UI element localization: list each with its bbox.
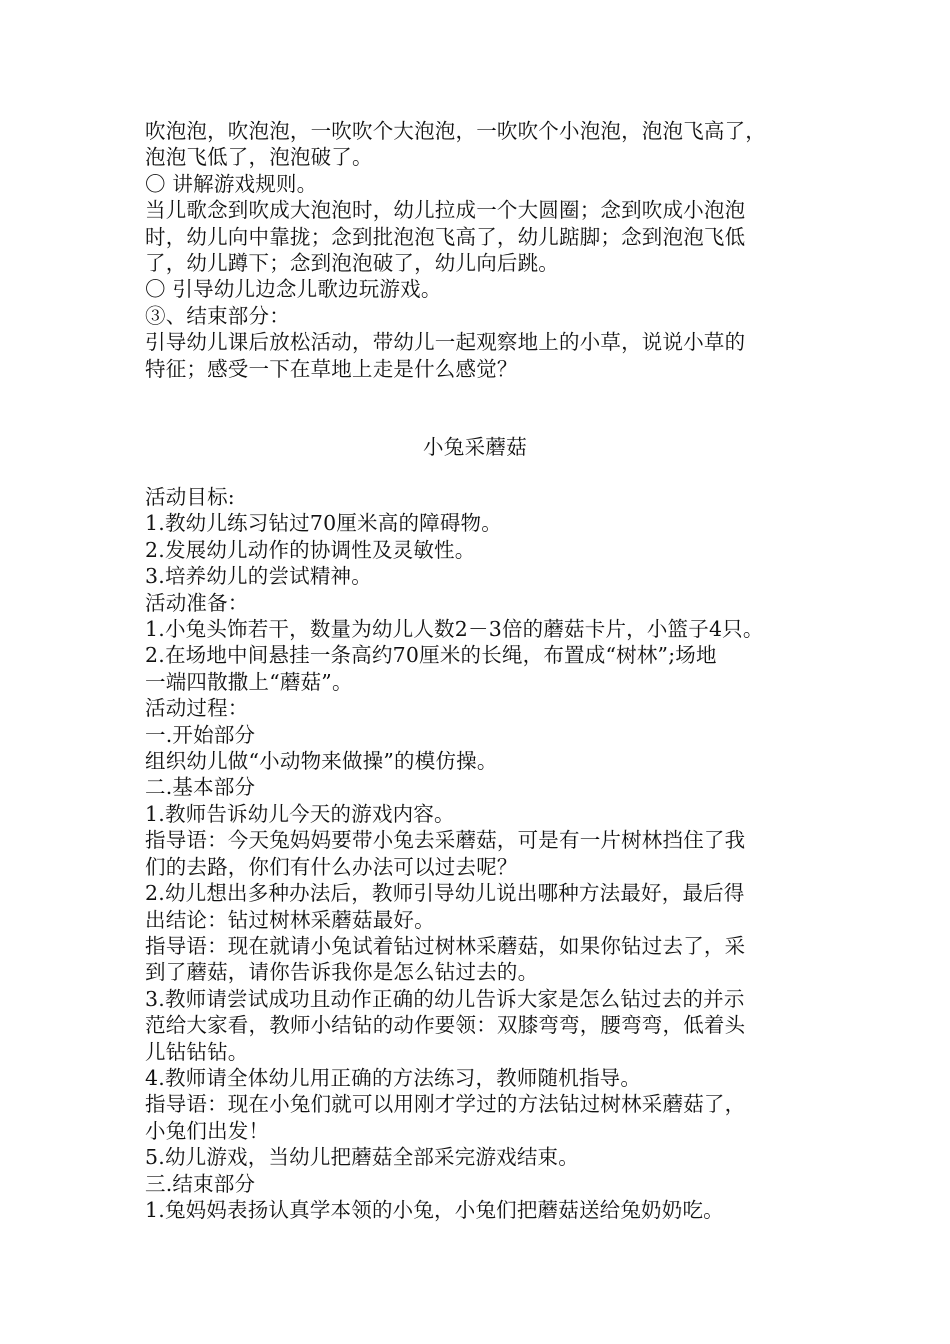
text-line: 吹泡泡，吹泡泡，一吹吹个大泡泡，一吹吹个小泡泡，泡泡飞高了， [145, 119, 766, 143]
text-line: 5.幼儿游戏，当幼儿把蘑菇全部采完游戏结束。 [145, 1145, 579, 1170]
text-line: 〇 讲解游戏规则。 [145, 171, 318, 196]
text-line: 2.发展幼儿动作的协调性及灵敏性。 [145, 537, 476, 562]
text-line: 3.教师请尝试成功且动作正确的幼儿告诉大家是怎么钻过去的并示 [145, 986, 745, 1011]
text-line: 1.兔妈妈表扬认真学本领的小兔，小兔们把蘑菇送给兔奶奶吃。 [145, 1197, 724, 1222]
text-line: 泡泡飞低了，泡泡破了。 [145, 145, 373, 170]
text-line: 指导语：今天兔妈妈要带小兔去采蘑菇，可是有一片树林挡住了我 [145, 828, 746, 853]
text-line: 三.结束部分 [145, 1171, 256, 1196]
text-line: 二.基本部分 [145, 775, 256, 800]
text-line: 2.幼儿想出多种办法后，教师引导幼儿说出哪种方法最好，最后得 [145, 881, 745, 906]
text-line: 活动过程： [145, 696, 249, 721]
text-line: 1.教幼儿练习钻过70厘米高的障碍物。 [145, 511, 502, 536]
text-line: 〇 引导幼儿边念儿歌边玩游戏。 [145, 277, 442, 302]
text-line: 了，幼儿蹲下；念到泡泡破了，幼儿向后跳。 [145, 251, 559, 276]
text-line: 3.培养幼儿的尝试精神。 [145, 564, 372, 589]
text-line: 1.小兔头饰若干，数量为幼儿人数2－3倍的蘑菇卡片，小篮子4只。 [145, 617, 764, 642]
text-line: 一.开始部分 [145, 722, 256, 747]
text-line: 儿钻钻钻。 [145, 1039, 249, 1064]
text-line: 组织幼儿做“小动物来做操”的模仿操。 [145, 749, 498, 774]
document-title: 小兔采蘑菇 [423, 435, 527, 459]
text-line: 指导语：现在小兔们就可以用刚才学过的方法钻过树林采蘑菇了， [145, 1092, 746, 1117]
text-line: 4.教师请全体幼儿用正确的方法练习，教师随机指导。 [145, 1065, 642, 1090]
bubble-game-section [145, 118, 825, 382]
text-line: 出结论：钻过树林采蘑菇最好。 [145, 907, 435, 932]
text-line: 到了蘑菇，请你告诉我你是怎么钻过去的。 [145, 960, 539, 985]
text-line: 1.教师告诉幼儿今天的游戏内容。 [145, 801, 455, 826]
text-line: 当儿歌念到吹成大泡泡时，幼儿拉成一个大圆圈；念到吹成小泡泡 [145, 198, 746, 223]
text-line: 引导幼儿课后放松活动，带幼儿一起观察地上的小草，说说小草的 [145, 330, 746, 355]
rabbit-mushroom-section [145, 484, 825, 1223]
text-line: 时，幼儿向中靠拢；念到批泡泡飞高了，幼儿踮脚；念到泡泡飞低 [145, 224, 746, 249]
text-line: 一端四散撒上“蘑菇”。 [145, 669, 353, 694]
text-line: 特征；感受一下在草地上走是什么感觉？ [145, 356, 518, 381]
text-line: 小兔们出发！ [145, 1118, 270, 1143]
text-line: 指导语：现在就请小兔试着钻过树林采蘑菇，如果你钻过去了，采 [145, 933, 746, 958]
text-line: 范给大家看，教师小结钻的动作要领：双膝弯弯，腰弯弯，低着头 [145, 1013, 746, 1038]
text-line: 们的去路，你们有什么办法可以过去呢？ [145, 854, 518, 879]
text-line: 2.在场地中间悬挂一条高约70厘米的长绳，布置成“树林”;场地 [145, 643, 717, 668]
text-line: 活动目标: [145, 485, 235, 509]
text-line: 活动准备： [145, 590, 249, 615]
text-line: ③、结束部分： [145, 303, 290, 328]
